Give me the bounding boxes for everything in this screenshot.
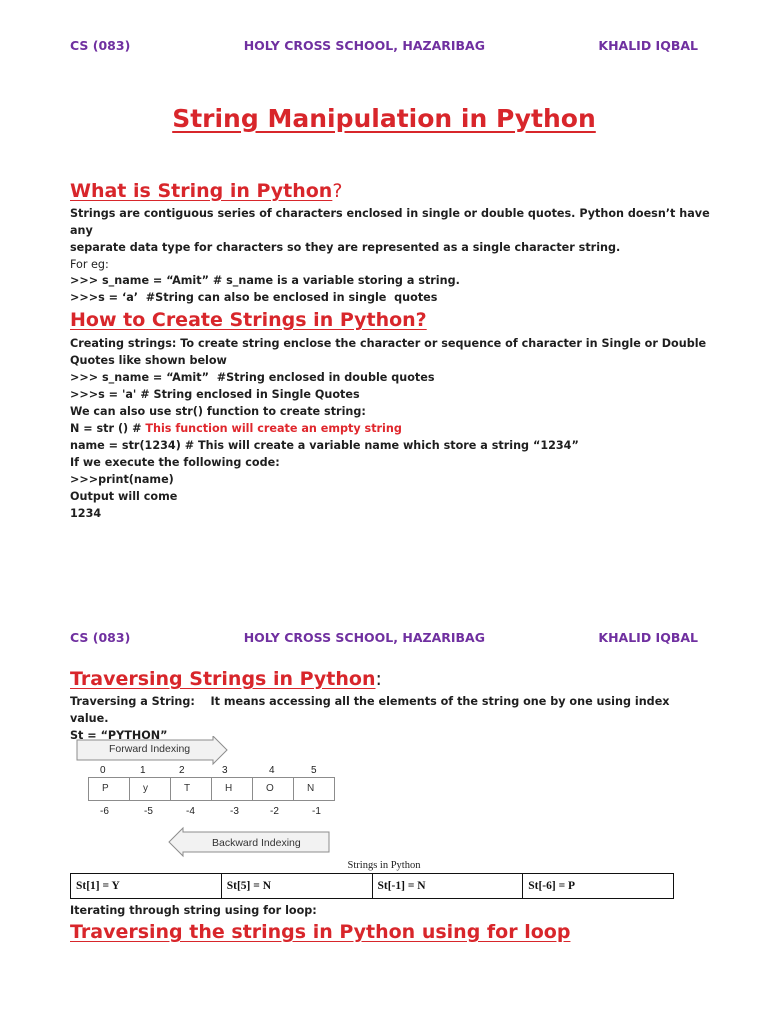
table-cell: St[1] = Y	[71, 874, 222, 899]
section2-line9: >>>print(name)	[70, 473, 174, 486]
forward-index: 1	[140, 765, 146, 776]
section1-for-eg: For eg:	[70, 258, 109, 271]
backward-index: -3	[230, 806, 239, 817]
forward-index: 0	[100, 765, 106, 776]
header-author-2: KHALID IQBAL	[598, 630, 698, 645]
index-results-table	[70, 873, 674, 899]
iterating-text: Iterating through string using for loop:	[70, 904, 317, 917]
heading-traversing	[70, 668, 382, 690]
section2-line10: Output will come	[70, 490, 178, 503]
section3-line2: St = “PYTHON”	[70, 729, 168, 742]
heading-traversing-text: Traversing Strings in Python	[70, 668, 376, 690]
page-header	[70, 38, 698, 53]
table-cell: St[-6] = P	[523, 874, 674, 899]
string-char-cell: y	[129, 777, 171, 801]
section2-line1: Creating strings: To create string enclose the character or sequence of character in Single or Double	[70, 337, 707, 350]
section2-line6-code: N = str () #	[70, 422, 146, 435]
section2-line6-comment: This function will create an empty string	[145, 422, 402, 435]
page-title: String Manipulation in Python	[172, 104, 596, 133]
section2-line5: We can also use str() function to create string:	[70, 405, 366, 418]
section2-line4: >>>s = 'a' # String enclosed in Single Quotes	[70, 388, 360, 401]
heading-for-loop-text: Traversing the strings in Python using for loop	[70, 921, 571, 943]
section2-line7: name = str(1234) # This will create a variable name which store a string “1234”	[70, 439, 579, 452]
backward-index: -4	[186, 806, 195, 817]
heading-traversing-mark: :	[375, 668, 382, 690]
section1-code	[70, 272, 710, 306]
string-char-cell: T	[170, 777, 212, 801]
header-course-code: CS (083)	[70, 38, 131, 53]
heading-what-is-string-text: What is String in Python	[70, 180, 333, 202]
section2-line11: 1234	[70, 507, 102, 520]
forward-indexing-label: Forward Indexing	[109, 743, 191, 755]
backward-indexing-label: Backward Indexing	[212, 837, 301, 849]
section2-body	[70, 335, 710, 522]
forward-index: 4	[269, 765, 275, 776]
section1-line1: Strings are contiguous series of characters enclosed in single or double quotes. Python doesn’t have any	[70, 207, 714, 237]
heading-for-loop	[70, 921, 570, 943]
section3-line1: Traversing a String: It means accessing all the elements of the string one by one using index value.	[70, 695, 674, 725]
header-school: HOLY CROSS SCHOOL, HAZARIBAG	[243, 38, 485, 53]
heading-what-is-string-mark: ?	[332, 180, 343, 202]
section1-line2: separate data type for characters so they are represented as a single character string.	[70, 241, 621, 254]
indexing-diagram	[75, 736, 345, 860]
backward-index: -1	[312, 806, 321, 817]
forward-index: 3	[222, 765, 228, 776]
string-char-cell: P	[88, 777, 130, 801]
heading-what-is-string	[70, 180, 342, 202]
table-cell: St[5] = N	[221, 874, 372, 899]
backward-index: -2	[270, 806, 279, 817]
header-author: KHALID IQBAL	[598, 38, 698, 53]
section2-line3: >>> s_name = “Amit” #String enclosed in double quotes	[70, 371, 435, 384]
backward-index: -6	[100, 806, 109, 817]
page-header-2	[70, 630, 698, 645]
forward-index: 2	[179, 765, 185, 776]
header-course-code-2: CS (083)	[70, 630, 131, 645]
string-char-cell: O	[252, 777, 294, 801]
string-char-cell: N	[293, 777, 335, 801]
section1-paragraph	[70, 205, 714, 273]
diagram-caption: Strings in Python	[347, 860, 421, 871]
forward-index: 5	[311, 765, 317, 776]
string-char-cell: H	[211, 777, 253, 801]
section2-line8: If we execute the following code:	[70, 456, 280, 469]
section1-code1: >>> s_name = “Amit” # s_name is a variable storing a string.	[70, 274, 460, 287]
heading-create-strings	[70, 309, 427, 331]
section2-line2: Quotes like shown below	[70, 354, 227, 367]
header-school-2: HOLY CROSS SCHOOL, HAZARIBAG	[243, 630, 485, 645]
table-row	[71, 874, 674, 899]
heading-create-strings-text: How to Create Strings in Python?	[70, 309, 427, 331]
section1-code2: >>>s = ‘a’ #String can also be enclosed in single quotes	[70, 291, 438, 304]
table-cell: St[-1] = N	[372, 874, 523, 899]
backward-index: -5	[144, 806, 153, 817]
